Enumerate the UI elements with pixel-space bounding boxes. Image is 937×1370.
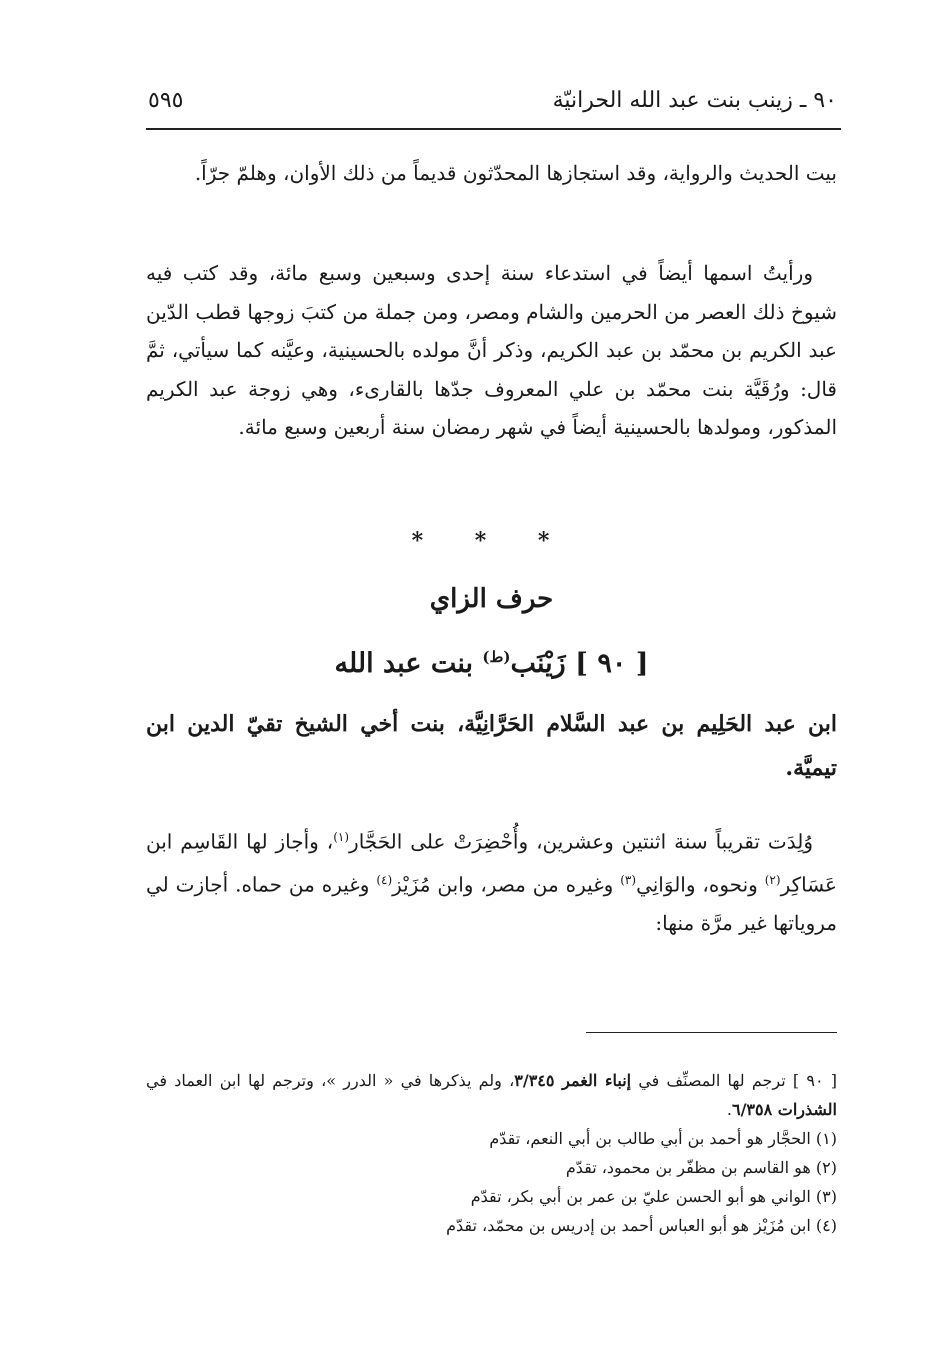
body-text: ونحوه، والوَانِي xyxy=(636,872,765,897)
footnote-1: (١) الحجَّار هو أحمد بن أبي طالب بن أبي النعم، تقدّم xyxy=(489,1129,837,1148)
footnote-text: [ ٩٠ ] ترجم لها المصنِّف في xyxy=(631,1071,838,1090)
footnote-3: (٣) الواني هو أبو الحسن عليّ بن عمر بن أبي بكر، تقدّم xyxy=(470,1187,837,1206)
body-text: وُلِدَت تقريباً سنة اثنتين وعشرين، وأُحْضِرَتْ على الحَجَّار xyxy=(349,829,813,854)
footnote-main xyxy=(146,1066,837,1124)
entry-heading xyxy=(146,648,837,679)
page-number: ٥٩٥ xyxy=(148,88,184,113)
body-text: وغيره من حماه. أجازت لي مروياتها غير مرَّة منها: xyxy=(146,872,837,936)
footnote-ref: إنباء الغمر ٣/٣٤٥ xyxy=(514,1071,632,1090)
footnote-4: (٤) ابن مُزَيْز هو أبو العباس أحمد بن إدريس بن محمّد، تقدّم xyxy=(446,1216,837,1235)
running-header-title: ٩٠ ـ زينب بنت عبد الله الحرانيّة xyxy=(552,88,837,113)
footnote-marker-2: (٢) xyxy=(764,873,781,888)
entry-number: [ ٩٠ ] xyxy=(575,648,649,679)
entry-name: زَيْنَب xyxy=(510,648,566,679)
chapter-title: حرف الزاي xyxy=(429,584,554,614)
footnote-2: (٢) هو القاسم بن مظفّر بن محمود، تقدّم xyxy=(565,1158,837,1177)
paragraph-istidaa: ورأيتُ اسمها أيضاً في استدعاء سنة إحدى وسبعين وسبع مائة، وقد كتب فيه شيوخ ذلك العصر من الحرمين والشام ومصر، ومن جملة من كتبَ زوجها قطب الدّين عبد الكريم بن محمّد بن عبد الكريم، وذكر أنَّ مولده بالحسينية، وعيَّنه كما سيأتي، ثمَّ قال: ورُقَيَّة بنت محمّد بن علي المعروف جدّها بالقارىء، وهي زوجة عبد الكريم المذكور، ومولدها بالحسينية أيضاً في شهر رمضان سنة أربعين وسبع مائة. xyxy=(146,261,837,439)
footnote-ref: الشذرات ٦/٣٥٨ xyxy=(731,1100,837,1119)
footnote-marker-3: (٣) xyxy=(620,873,637,888)
body-text: ، وأجاز لها القَاسِم ابن عَسَاكِر xyxy=(146,829,837,897)
entry-name-rest: بنت عبد الله xyxy=(334,648,474,679)
entry-mark: (ط) xyxy=(482,648,511,666)
footnotes xyxy=(146,1066,837,1240)
footnote-text: . xyxy=(726,1100,732,1119)
footnote-rule xyxy=(586,1032,837,1033)
header-rule xyxy=(146,128,841,130)
section-separator: * * * xyxy=(411,528,572,554)
entry-lineage: ابن عبد الحَلِيم بن عبد السَّلام الحَرَّانِيَّة، بنت أخي الشيخ تقيّ الدين ابن تيميَّة. xyxy=(146,711,837,781)
footnote-text: ، ولم يذكرها في « الدرر »، وترجم لها ابن العماد في xyxy=(146,1071,515,1090)
entry-body xyxy=(146,818,837,943)
paragraph-continuation: بيت الحديث والرواية، وقد استجازها المحدّثون قديماً من ذلك الأوان، وهلمّ جرّاً. xyxy=(194,161,837,185)
footnote-marker-4: (٤) xyxy=(376,873,393,888)
footnote-marker-1: (١) xyxy=(333,830,350,844)
body-text: وغيره من مصر، وابن مُزَيْز xyxy=(392,872,621,897)
